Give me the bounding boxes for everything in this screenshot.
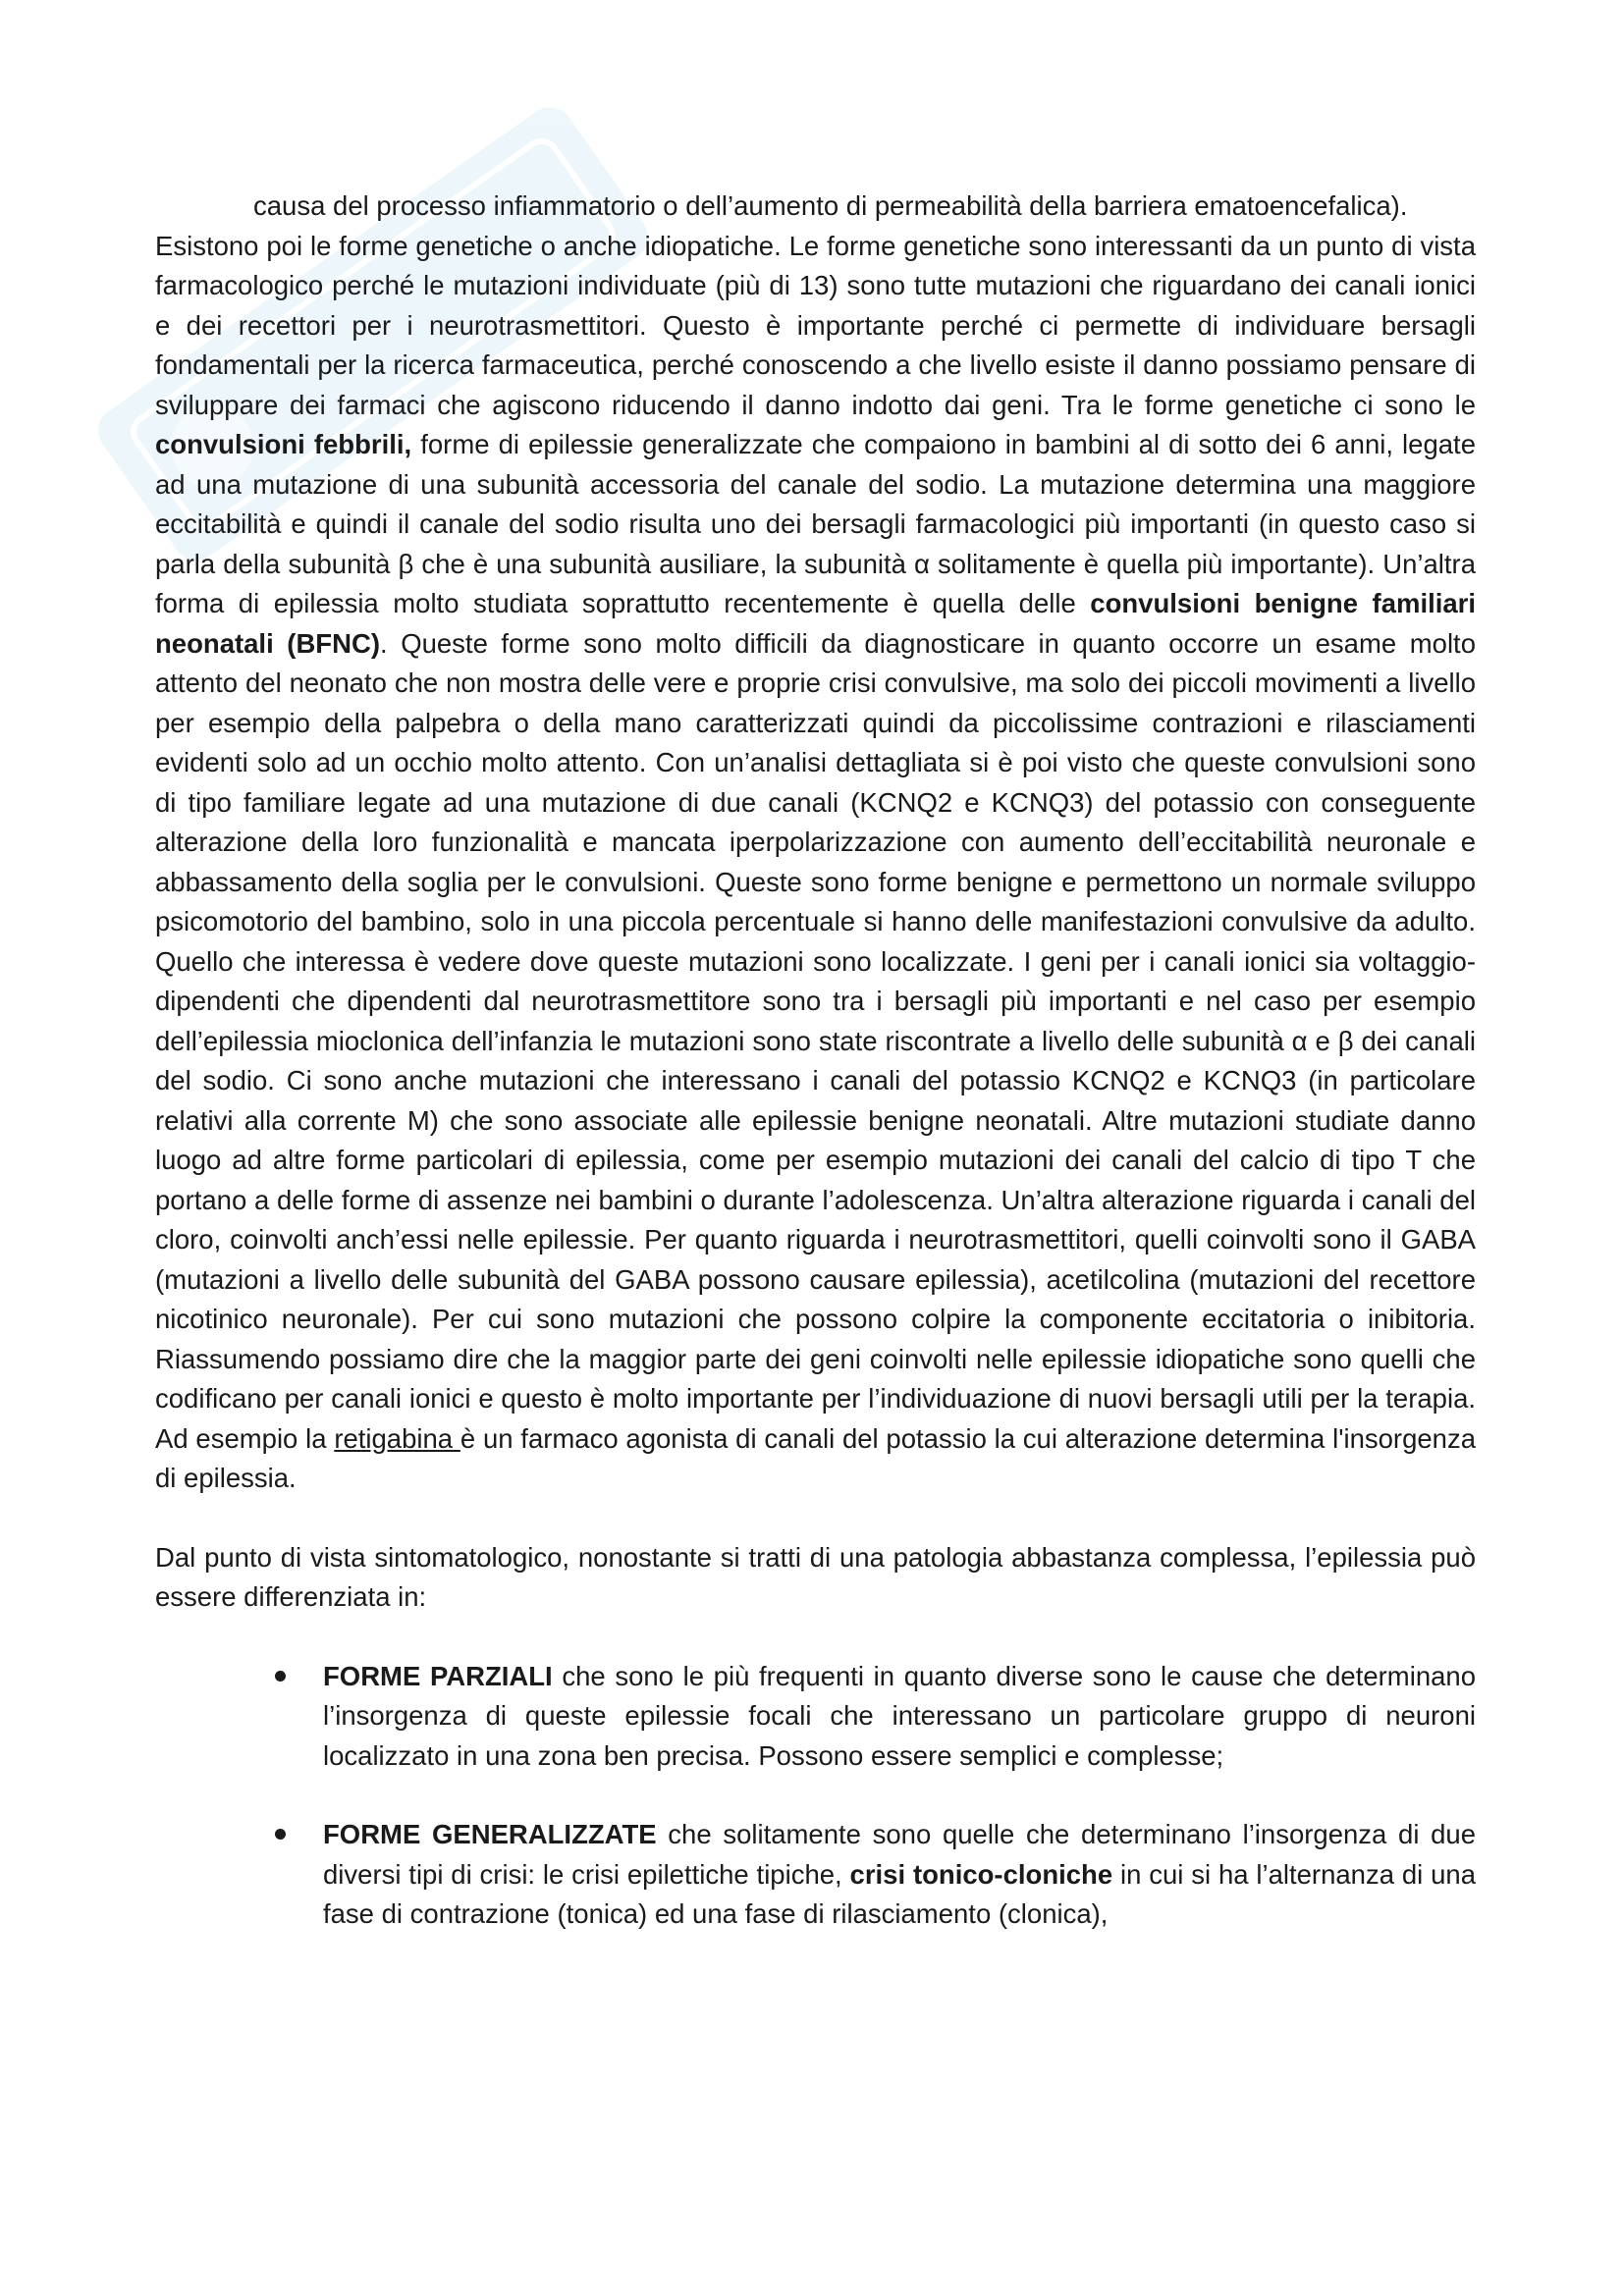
- link-retigabina[interactable]: retigabina: [334, 1422, 460, 1454]
- term-bfnc: convulsioni benigne familiari neonatali (BFNC): [155, 588, 1476, 659]
- list-item-forme-parziali: FORME PARZIALI che sono le più frequenti in quanto diverse sono le cause che determinano l’insorgenza di queste epilessie focali che interessano un particolare gruppo di neuroni localizzato in una zona ben precisa. Possono essere semplici e complesse;: [155, 1657, 1476, 1777]
- paragraph-genetic-forms: Esistono poi le forme genetiche o anche idiopatiche. Le forme genetiche sono interessanti da un punto di vista farmacologico perché le mutazioni individuate (più di 13) sono tutte mutazioni che riguardano dei canali ionici e dei recettori per i neurotrasmettitori. Questo è importante perché ci permette di individuare bersagli fondamentali per la ricerca farmaceutica, perché conoscendo a che livello esiste il danno possiamo pensare di sviluppare dei farmaci che agiscono riducendo il danno indotto dai geni. Tra le forme genetiche ci sono le convulsioni febbrili, forme di epilessie generalizzate che compaiono in bambini al di sotto dei 6 anni, legate ad una mutazione di una subunità accessoria del canale del sodio. La mutazione determina una maggiore eccitabilità e quindi il canale del sodio risulta uno dei bersagli farmacologici più importanti (in questo caso si parla della subunità β che è una subunità ausiliare, la subunità α solitamente è quella più importante). Un’altra forma di epilessia molto studiata soprattutto recentemente è quella delle convulsioni benigne familiari neonatali (BFNC). Queste forme sono molto difficili da diagnosticare in quanto occorre un esame molto attento del neonato che non mostra delle vere e proprie crisi convulsive, ma solo dei piccoli movimenti a livello per esempio della palpebra o della mano caratterizzati quindi da piccolissime contrazioni e rilasciamenti evidenti solo ad un occhio molto attento. Con un’analisi dettagliata si è poi visto che queste convulsioni sono di tipo familiare legate ad una mutazione di due canali (KCNQ2 e KCNQ3) del potassio con conseguente alterazione della loro funzionalità e mancata iperpolarizzazione con aumento dell’eccitabilità neuronale e abbassamento della soglia per le convulsioni. Queste sono forme benigne e permettono un normale sviluppo psicomotorio del bambino, solo in una piccola percentuale si hanno delle manifestazioni convulsive da adulto. Quello che interessa è vedere dove queste mutazioni sono localizzate. I geni per i canali ionici sia voltaggio-dipendenti che dipendenti dal neurotrasmettitore sono tra i bersagli più importanti e nel caso per esempio dell’epilessia mioclonica dell’infanzia le mutazioni sono state riscontrate a livello delle subunità α e β dei canali del sodio. Ci sono anche mutazioni che interessano i canali del potassio KCNQ2 e KCNQ3 (in particolare relativi alla corrente M) che sono associate alle epilessie benigne neonatali. Altre mutazioni studiate danno luogo ad altre forme particolari di epilessia, come per esempio mutazioni dei canali del calcio di tipo T che portano a delle forme di assenze nei bambini o durante l’adolescenza. Un’altra alterazione riguarda i canali del cloro, coinvolti anch’essi nelle epilessie. Per quanto riguarda i neurotrasmettitori, quelli coinvolti sono il GABA (mutazioni a livello delle subunità del GABA possono causare epilessia), acetilcolina (mutazioni del recettore nicotinico neuronale). Per cui sono mutazioni che possono colpire la componente eccitatoria o inibitoria. Riassumendo possiamo dire che la maggior parte dei geni coinvolti nelle epilessie idiopatiche sono quelli che codificano per canali ionici e questo è molto importante per l’individuazione di nuovi bersagli utili per la terapia. Ad esempio la retigabina è un farmaco agonista di canali del potassio la cui alterazione determina l'insorgenza di epilessia.: [155, 230, 1476, 1493]
- forms-list: [155, 1657, 1476, 1935]
- term-crisi-tonico-cloniche: crisi tonico-cloniche: [849, 1858, 1113, 1890]
- term-convulsioni-febbrili: convulsioni febbrili,: [155, 429, 412, 459]
- list-item-forme-generalizzate: FORME GENERALIZZATE che solitamente sono quelle che determinano l’insorgenza di due diversi tipi di crisi: le crisi epilettiche tipiche, crisi tonico-cloniche in cui si ha l’alternanza di una fase di contrazione (tonica) ed una fase di rilasciamento (clonica),: [155, 1815, 1476, 1935]
- document-body: [155, 187, 1476, 1935]
- paragraph-symptoms-intro: Dal punto di vista sintomatologico, nonostante si tratti di una patologia abbastanza complessa, l’epilessia può essere differenziata in:: [155, 1541, 1476, 1612]
- paragraph-continuation: causa del processo infiammatorio o dell’aumento di permeabilità della barriera ematoencefalica).: [253, 190, 1408, 221]
- bullet-icon: [275, 1829, 286, 1840]
- bullet-icon: [275, 1671, 286, 1682]
